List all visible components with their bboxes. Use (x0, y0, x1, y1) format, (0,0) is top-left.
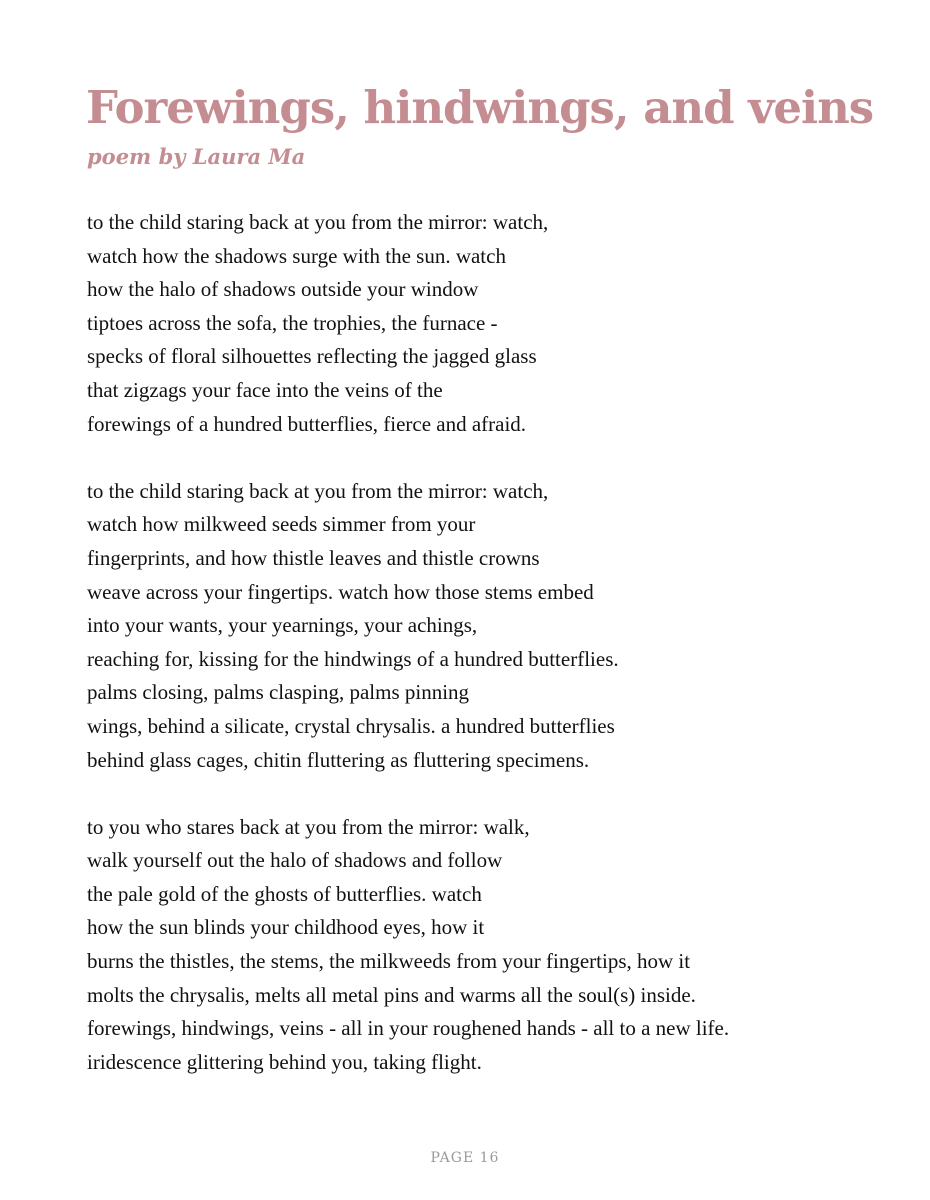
poem-line: to the child staring back at you from the mirror: watch, (87, 210, 549, 234)
poem-line: burns the thistles, the stems, the milkweeds from your fingertips, how it (87, 949, 691, 974)
poem-line: watch how the shadows surge with the sun. watch (87, 243, 506, 268)
poem-line: forewings of a hundred butterflies, fierce and afraid. (87, 411, 527, 436)
poem-line: reaching for, kissing for the hindwings of a hundred butterflies. (87, 646, 619, 671)
poem-line: iridescence glittering behind you, taking flight. (87, 1049, 482, 1074)
poem-line: how the halo of shadows outside your window (87, 277, 479, 302)
poem-line: tiptoes across the sofa, the trophies, the furnace - (87, 310, 498, 335)
stanza-1 (87, 206, 907, 441)
poem-line: that zigzags your face into the veins of the (87, 377, 443, 402)
poem-byline: poem by Laura Ma (87, 144, 306, 169)
poem-line: into your wants, your yearnings, your achings, (87, 613, 478, 638)
poem-line: behind glass cages, chitin fluttering as fluttering specimens. (87, 747, 590, 772)
page-number: PAGE 16 (430, 1150, 500, 1166)
poem-line: to the child staring back at you from the mirror: watch, (87, 478, 549, 503)
poem-line: palms closing, palms clasping, palms pinning (87, 680, 470, 705)
poem-line: the pale gold of the ghosts of butterflies. watch (87, 881, 482, 906)
stanza-3 (87, 811, 907, 1080)
poem-line: watch how milkweed seeds simmer from your (87, 512, 476, 537)
poem-line: how the sun blinds your childhood eyes, how it (87, 915, 485, 940)
poem-line: weave across your fingertips. watch how those stems embed (87, 579, 594, 604)
poem-line: fingerprints, and how thistle leaves and thistle crowns (87, 545, 540, 570)
poem-line: forewings, hindwings, veins - all in your roughened hands - all to a new life. (87, 1016, 730, 1041)
poem-line: walk yourself out the halo of shadows and follow (87, 848, 503, 873)
poem-line: wings, behind a silicate, crystal chrysalis. a hundred butterflies (87, 713, 615, 738)
poem-line: to you who stares back at you from the mirror: walk, (87, 814, 530, 839)
poem-title: Forewings, hindwings, and veins (86, 81, 874, 134)
poem-line: specks of floral silhouettes reflecting the jagged glass (87, 344, 537, 369)
poem-line: molts the chrysalis, melts all metal pins and warms all the soul(s) inside. (87, 982, 696, 1007)
stanza-2 (87, 475, 907, 777)
poem-body (87, 206, 907, 1113)
